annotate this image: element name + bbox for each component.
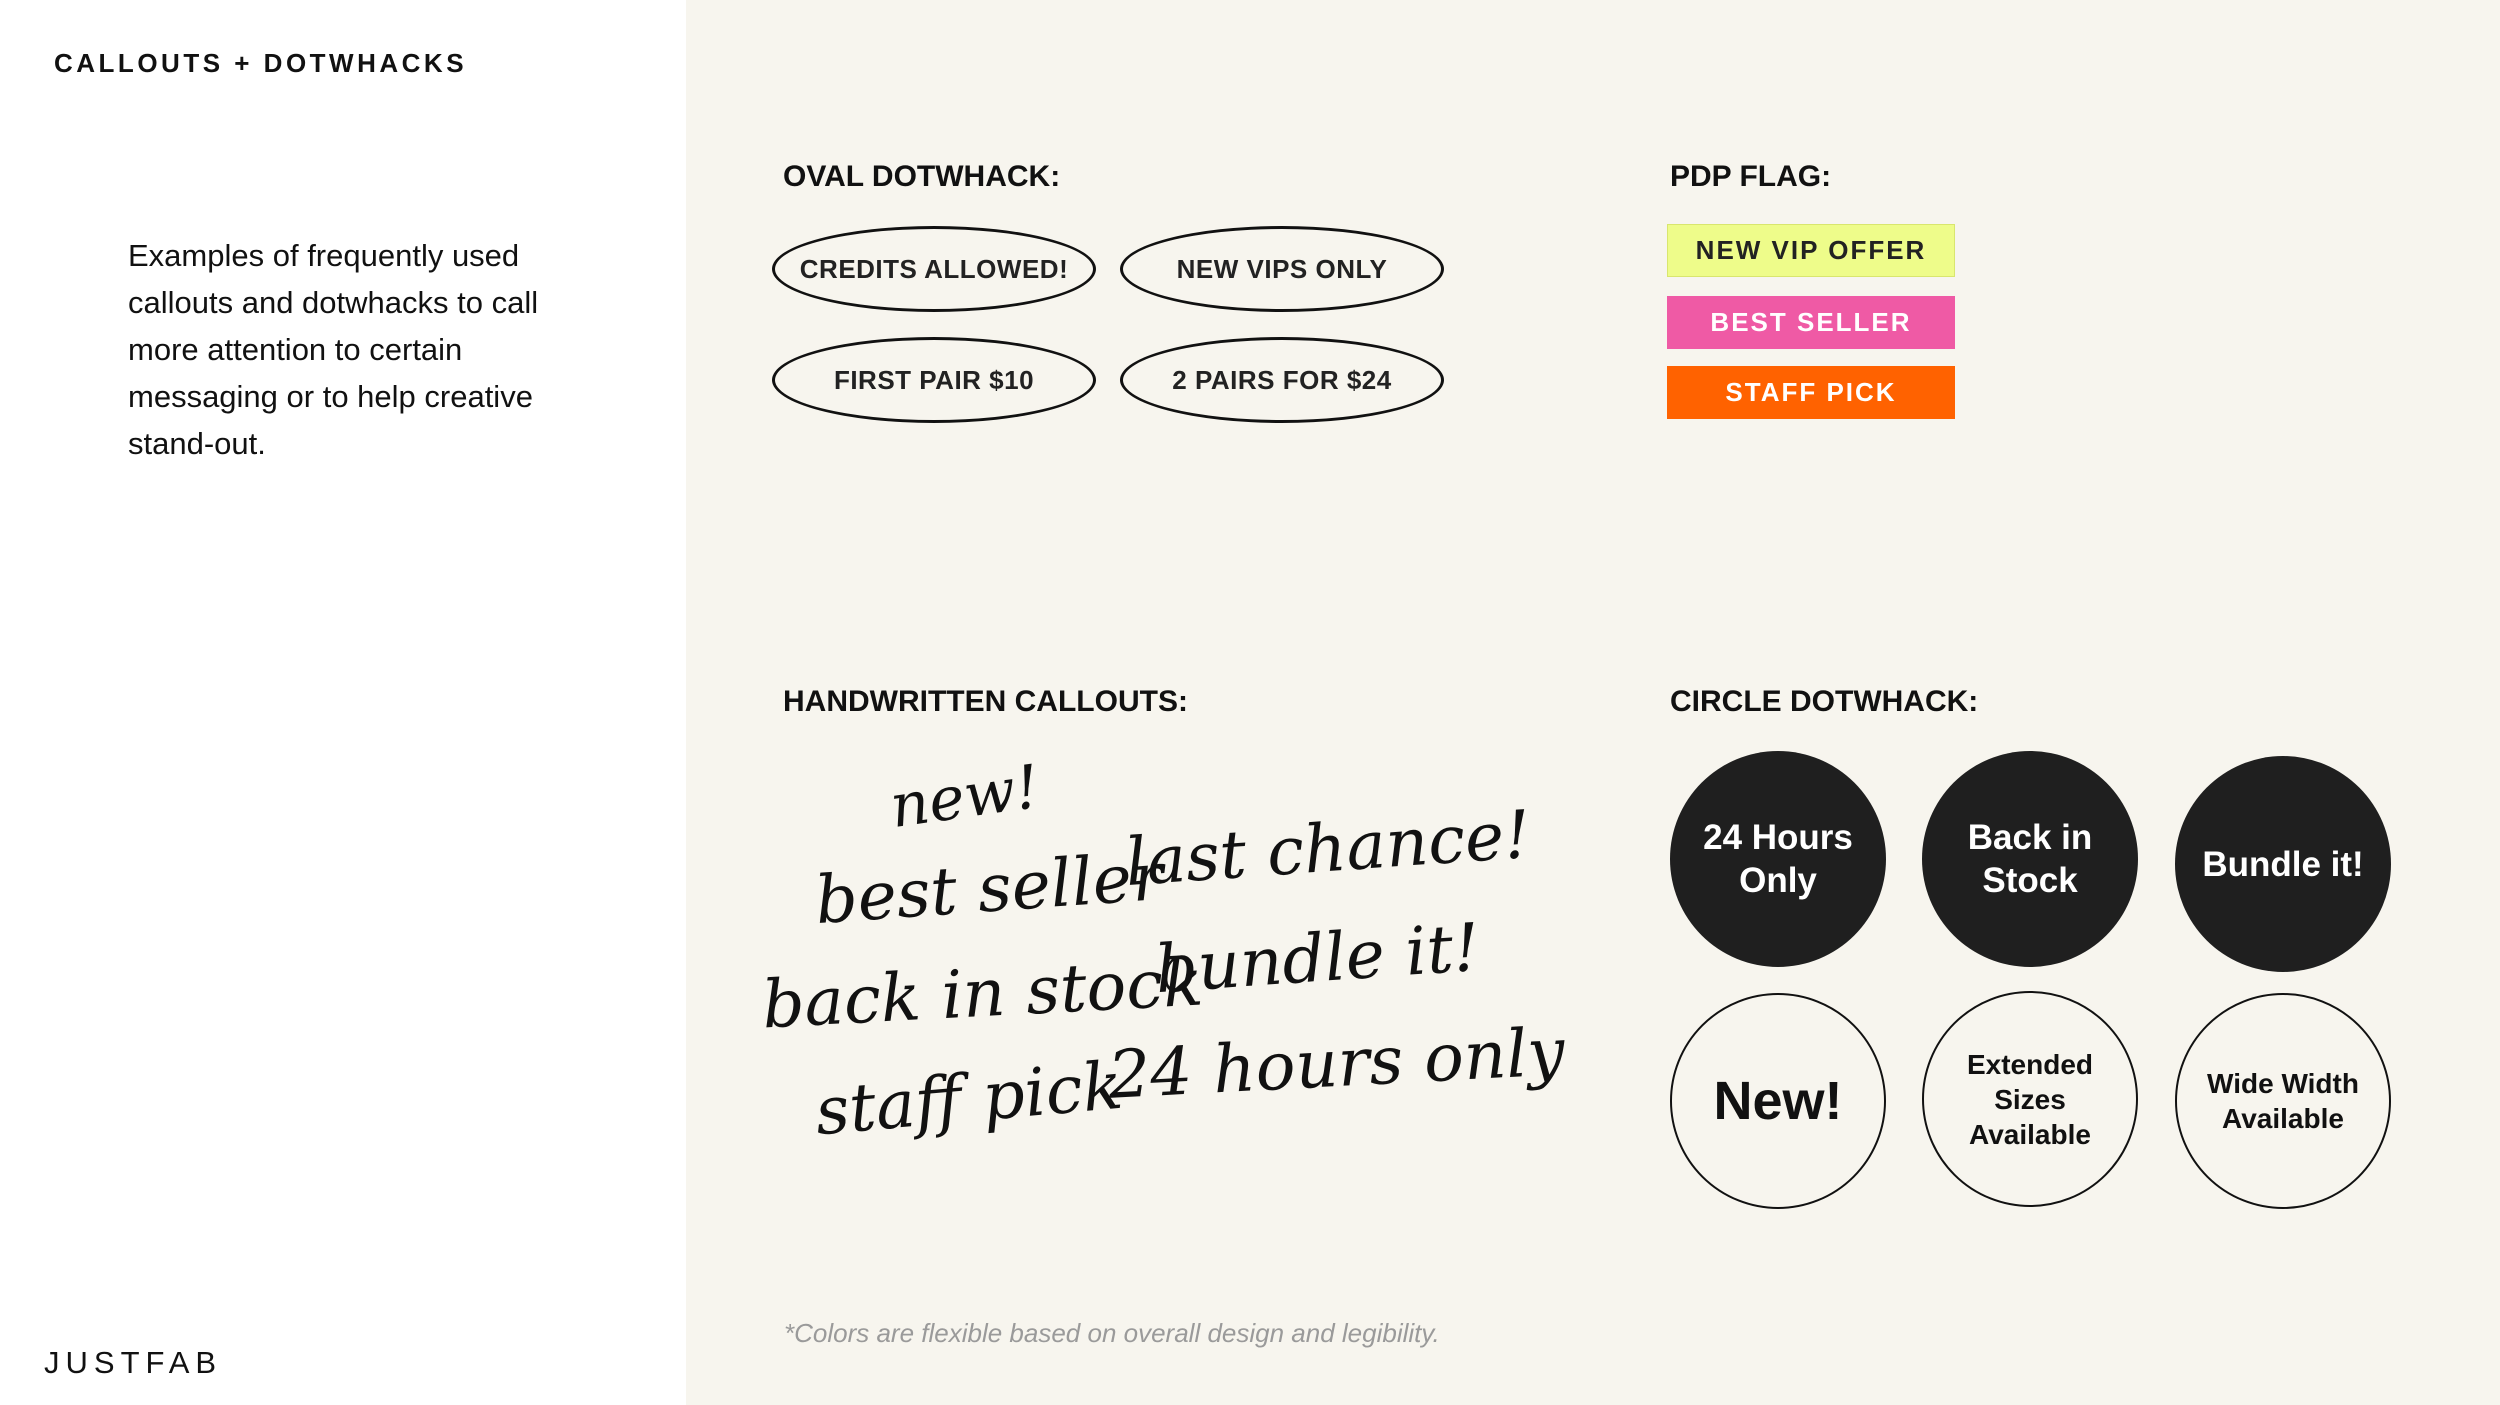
handwritten-24-hours-only: 24 hours only (1106, 1013, 1567, 1114)
flag-new-vip-offer: NEW VIP OFFER (1667, 224, 1955, 277)
footnote: *Colors are flexible based on overall design and legibility. (784, 1318, 1440, 1348)
circle-new (1670, 993, 1886, 1209)
flag-best-seller: BEST SELLER (1667, 296, 1955, 349)
oval-first-pair: FIRST PAIR $10 (772, 337, 1096, 423)
circle-extended-sizes (1922, 991, 2138, 1207)
circle-label: 24 Hours Only (1703, 818, 1853, 900)
handwritten-bundle-it: bundle it! (1152, 908, 1483, 1009)
circle-dotwhack-heading: CIRCLE DOTWHACK: (1670, 685, 1979, 718)
oval-new-vips-only: NEW VIPS ONLY (1120, 226, 1444, 312)
circle-label: Back in Stock (1967, 818, 2093, 900)
description-text: Examples of frequently used callouts and dotwhacks to call more attention to certain messaging or to help creative stand-out. (128, 238, 539, 461)
handwritten-back-in-stock: back in stock (760, 943, 1205, 1044)
left-panel (0, 0, 686, 1405)
circle-label: Extended Sizes Available (1966, 1048, 2094, 1150)
circle-wide-width (2175, 993, 2391, 1209)
handwritten-best-seller: best seller (812, 837, 1166, 940)
page-title: CALLOUTS + DOTWHACKS (54, 48, 468, 78)
handwritten-new: new! (885, 751, 1044, 843)
oval-credits-allowed: CREDITS ALLOWED! (772, 226, 1096, 312)
circle-24-hours-only (1670, 751, 1886, 967)
oval-two-pairs: 2 PAIRS FOR $24 (1120, 337, 1444, 423)
pdp-flag-heading: PDP FLAG: (1670, 160, 1832, 193)
handwritten-last-chance: last chance! (1122, 795, 1533, 902)
circle-label: Wide Width Available (2207, 1068, 2359, 1134)
handwritten-heading: HANDWRITTEN CALLOUTS: (783, 685, 1188, 718)
circle-back-in-stock (1922, 751, 2138, 967)
circle-bundle-it (2175, 756, 2391, 972)
circle-label: New! (1713, 1071, 1843, 1131)
handwritten-staff-pick: staff pick (812, 1046, 1126, 1151)
oval-dotwhack-heading: OVAL DOTWHACK: (783, 160, 1061, 193)
circle-label: Bundle it! (2202, 844, 2364, 884)
brand-logo: JUSTFAB (44, 1345, 223, 1380)
flag-staff-pick: STAFF PICK (1667, 366, 1955, 419)
